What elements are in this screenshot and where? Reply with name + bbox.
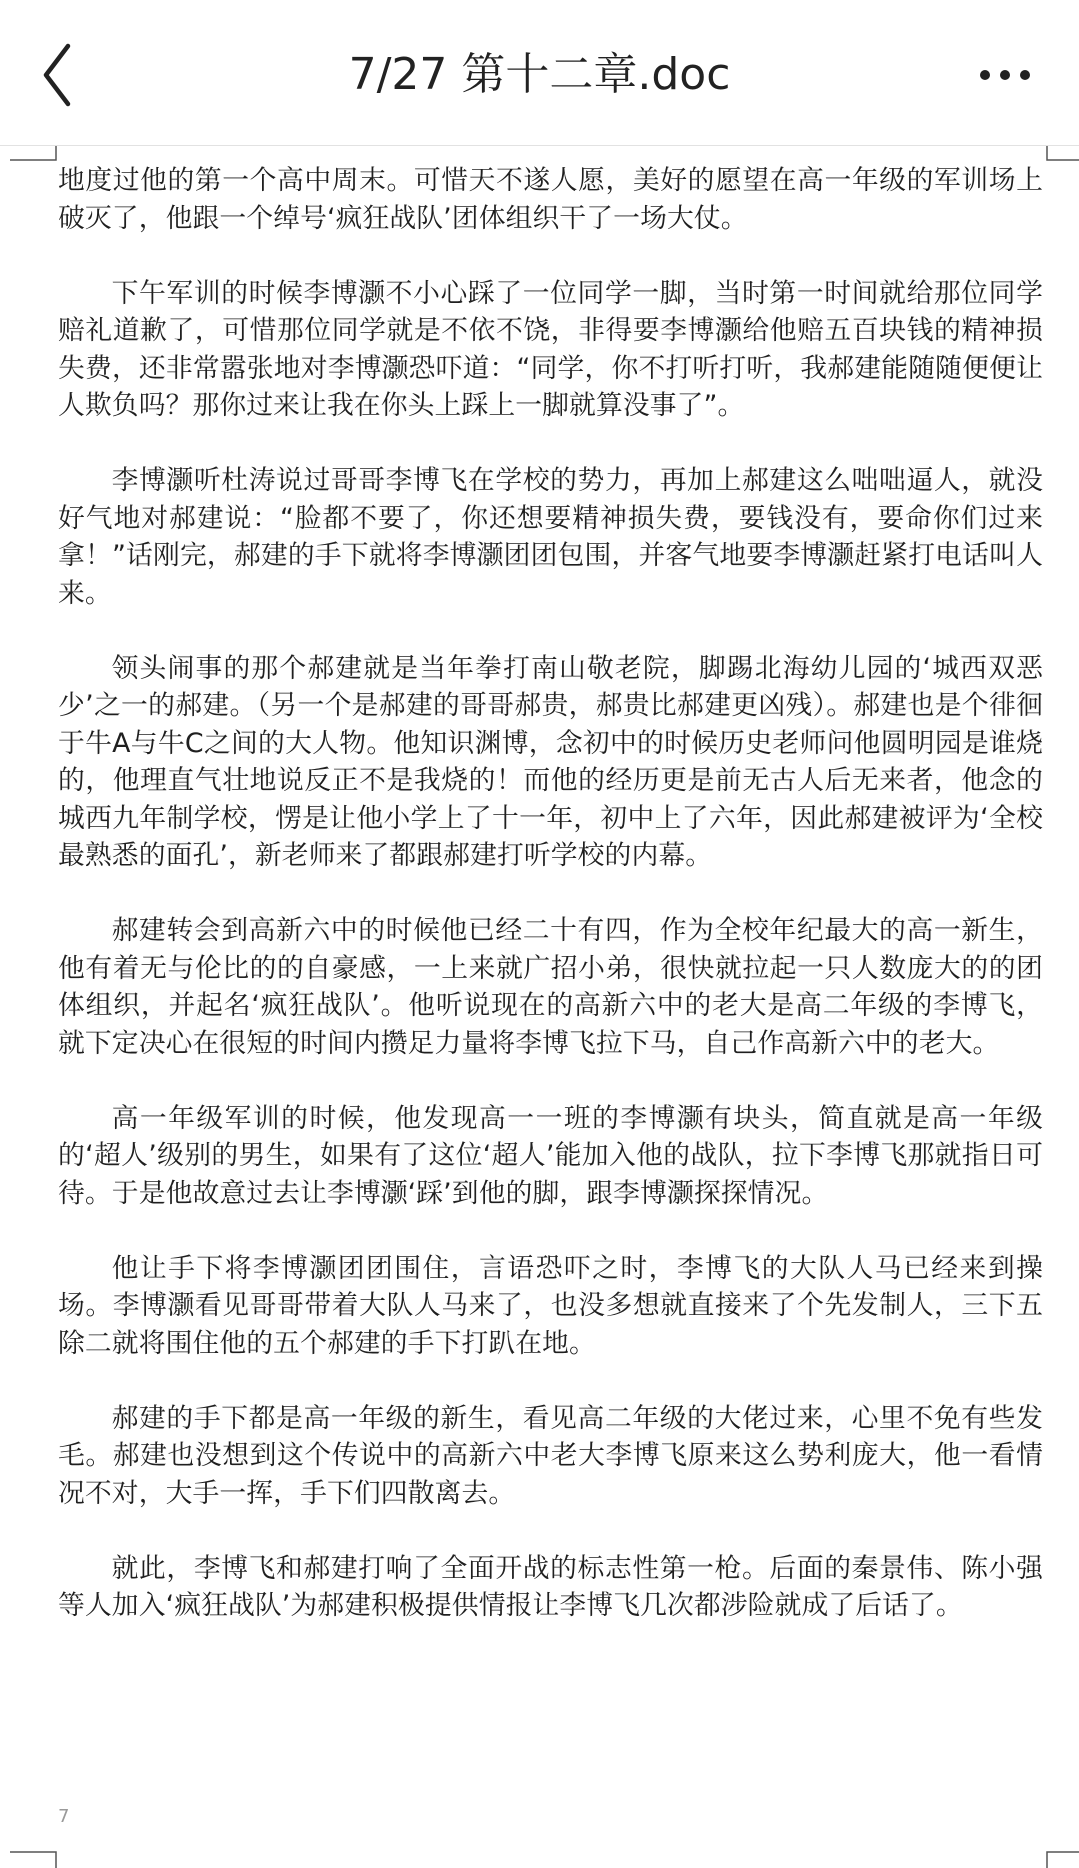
paragraph: 领头闹事的那个郝建就是当年拳打南山敬老院，脚踢北海幼儿园的‘城西双恶少’之一的郝建。（另一个是郝建的哥哥郝贵，郝贵比郝建更凶残）。郝建也是个徘徊于牛A与牛C之间的大人物。他知识渊博，念初中的时候历史老师问他圆明园是谁烧的，他理直气壮地说反正不是我烧的！而他的经历更是前无古人后无来者，他念的城西九年制学校，愣是让他小学上了十一年，初中上了六年，因此郝建被评为‘全校最熟悉的面孔’，新老师来了都跟郝建打听学校的内幕。 — [58, 652, 1043, 871]
paragraph: 地度过他的第一个高中周末。可惜天不遂人愿，美好的愿望在高一年级的军训场上破灭了，他跟一个绰号‘疯狂战队’团体组织干了一场大仗。 — [58, 165, 1043, 234]
page-number: 7 — [58, 1806, 70, 1827]
document-title: 7/27 第十二章.doc — [348, 49, 731, 100]
back-button[interactable] — [40, 40, 100, 110]
page-corner-mark-top-left — [10, 146, 60, 162]
paragraph: 郝建转会到高新六中的时候他已经二十有四，作为全校年纪最大的高一新生，他有着无与伦比的的自豪感，一上来就广招小弟，很快就拉起一只人数庞大的的团体组织，并起名‘疯狂战队’。他听说现在的高新六中的老大是高二年级的李博飞，就下定决心在很短的时间内攒足力量将李博飞拉下马，自己作高新六中的老大。 — [58, 915, 1043, 1059]
top-bar — [0, 0, 1079, 146]
page-corner-mark-top-right — [1043, 146, 1079, 162]
document-body — [58, 162, 1043, 1662]
document-page[interactable] — [0, 146, 1079, 1868]
page-corner-mark-bottom-right — [1043, 1850, 1079, 1868]
paragraph: 郝建的手下都是高一年级的新生，看见高二年级的大佬过来，心里不免有些发毛。郝建也没想到这个传说中的高新六中老大李博飞原来这么势利庞大，他一看情况不对，大手一挥，手下们四散离去。 — [58, 1402, 1043, 1509]
paragraph: 他让手下将李博灏团团围住，言语恐吓之时，李博飞的大队人马已经来到操场。李博灏看见哥哥带着大队人马来了，也没多想就直接来了个先发制人，三下五除二就将围住他的五个郝建的手下打趴在地。 — [58, 1252, 1043, 1359]
chevron-left-icon — [40, 40, 100, 110]
paragraph: 李博灏听杜涛说过哥哥李博飞在学校的势力，再加上郝建这么咄咄逼人，就没好气地对郝建说：“脸都不要了，你还想要精神损失费，要钱没有，要命你们过来拿！”话刚完，郝建的手下就将李博灏团团包围，并客气地要李博灏赶紧打电话叫人来。 — [58, 465, 1043, 609]
paragraph: 高一年级军训的时候，他发现高一一班的李博灏有块头，简直就是高一年级的‘超人’级别的男生，如果有了这位‘超人’能加入他的战队，拉下李博飞那就指日可待。于是他故意过去让李博灏‘踩’到他的脚，跟李博灏探探情况。 — [58, 1102, 1043, 1209]
more-options-button[interactable] — [975, 55, 1045, 95]
paragraph: 下午军训的时候李博灏不小心踩了一位同学一脚，当时第一时间就给那位同学赔礼道歉了，可惜那位同学就是不依不饶，非得要李博灏给他赔五百块钱的精神损失费，还非常嚣张地对李博灏恐吓道：“同学，你不打听打听，我郝建能随随便便让人欺负吗？那你过来让我在你头上踩上一脚就算没事了”。 — [58, 277, 1043, 421]
more-horizontal-icon — [975, 55, 1045, 95]
page-corner-mark-bottom-left — [10, 1850, 60, 1868]
paragraph: 就此，李博飞和郝建打响了全面开战的标志性第一枪。后面的秦景伟、陈小强等人加入‘疯狂战队’为郝建积极提供情报让李博飞几次都涉险就成了后话了。 — [58, 1552, 1043, 1621]
